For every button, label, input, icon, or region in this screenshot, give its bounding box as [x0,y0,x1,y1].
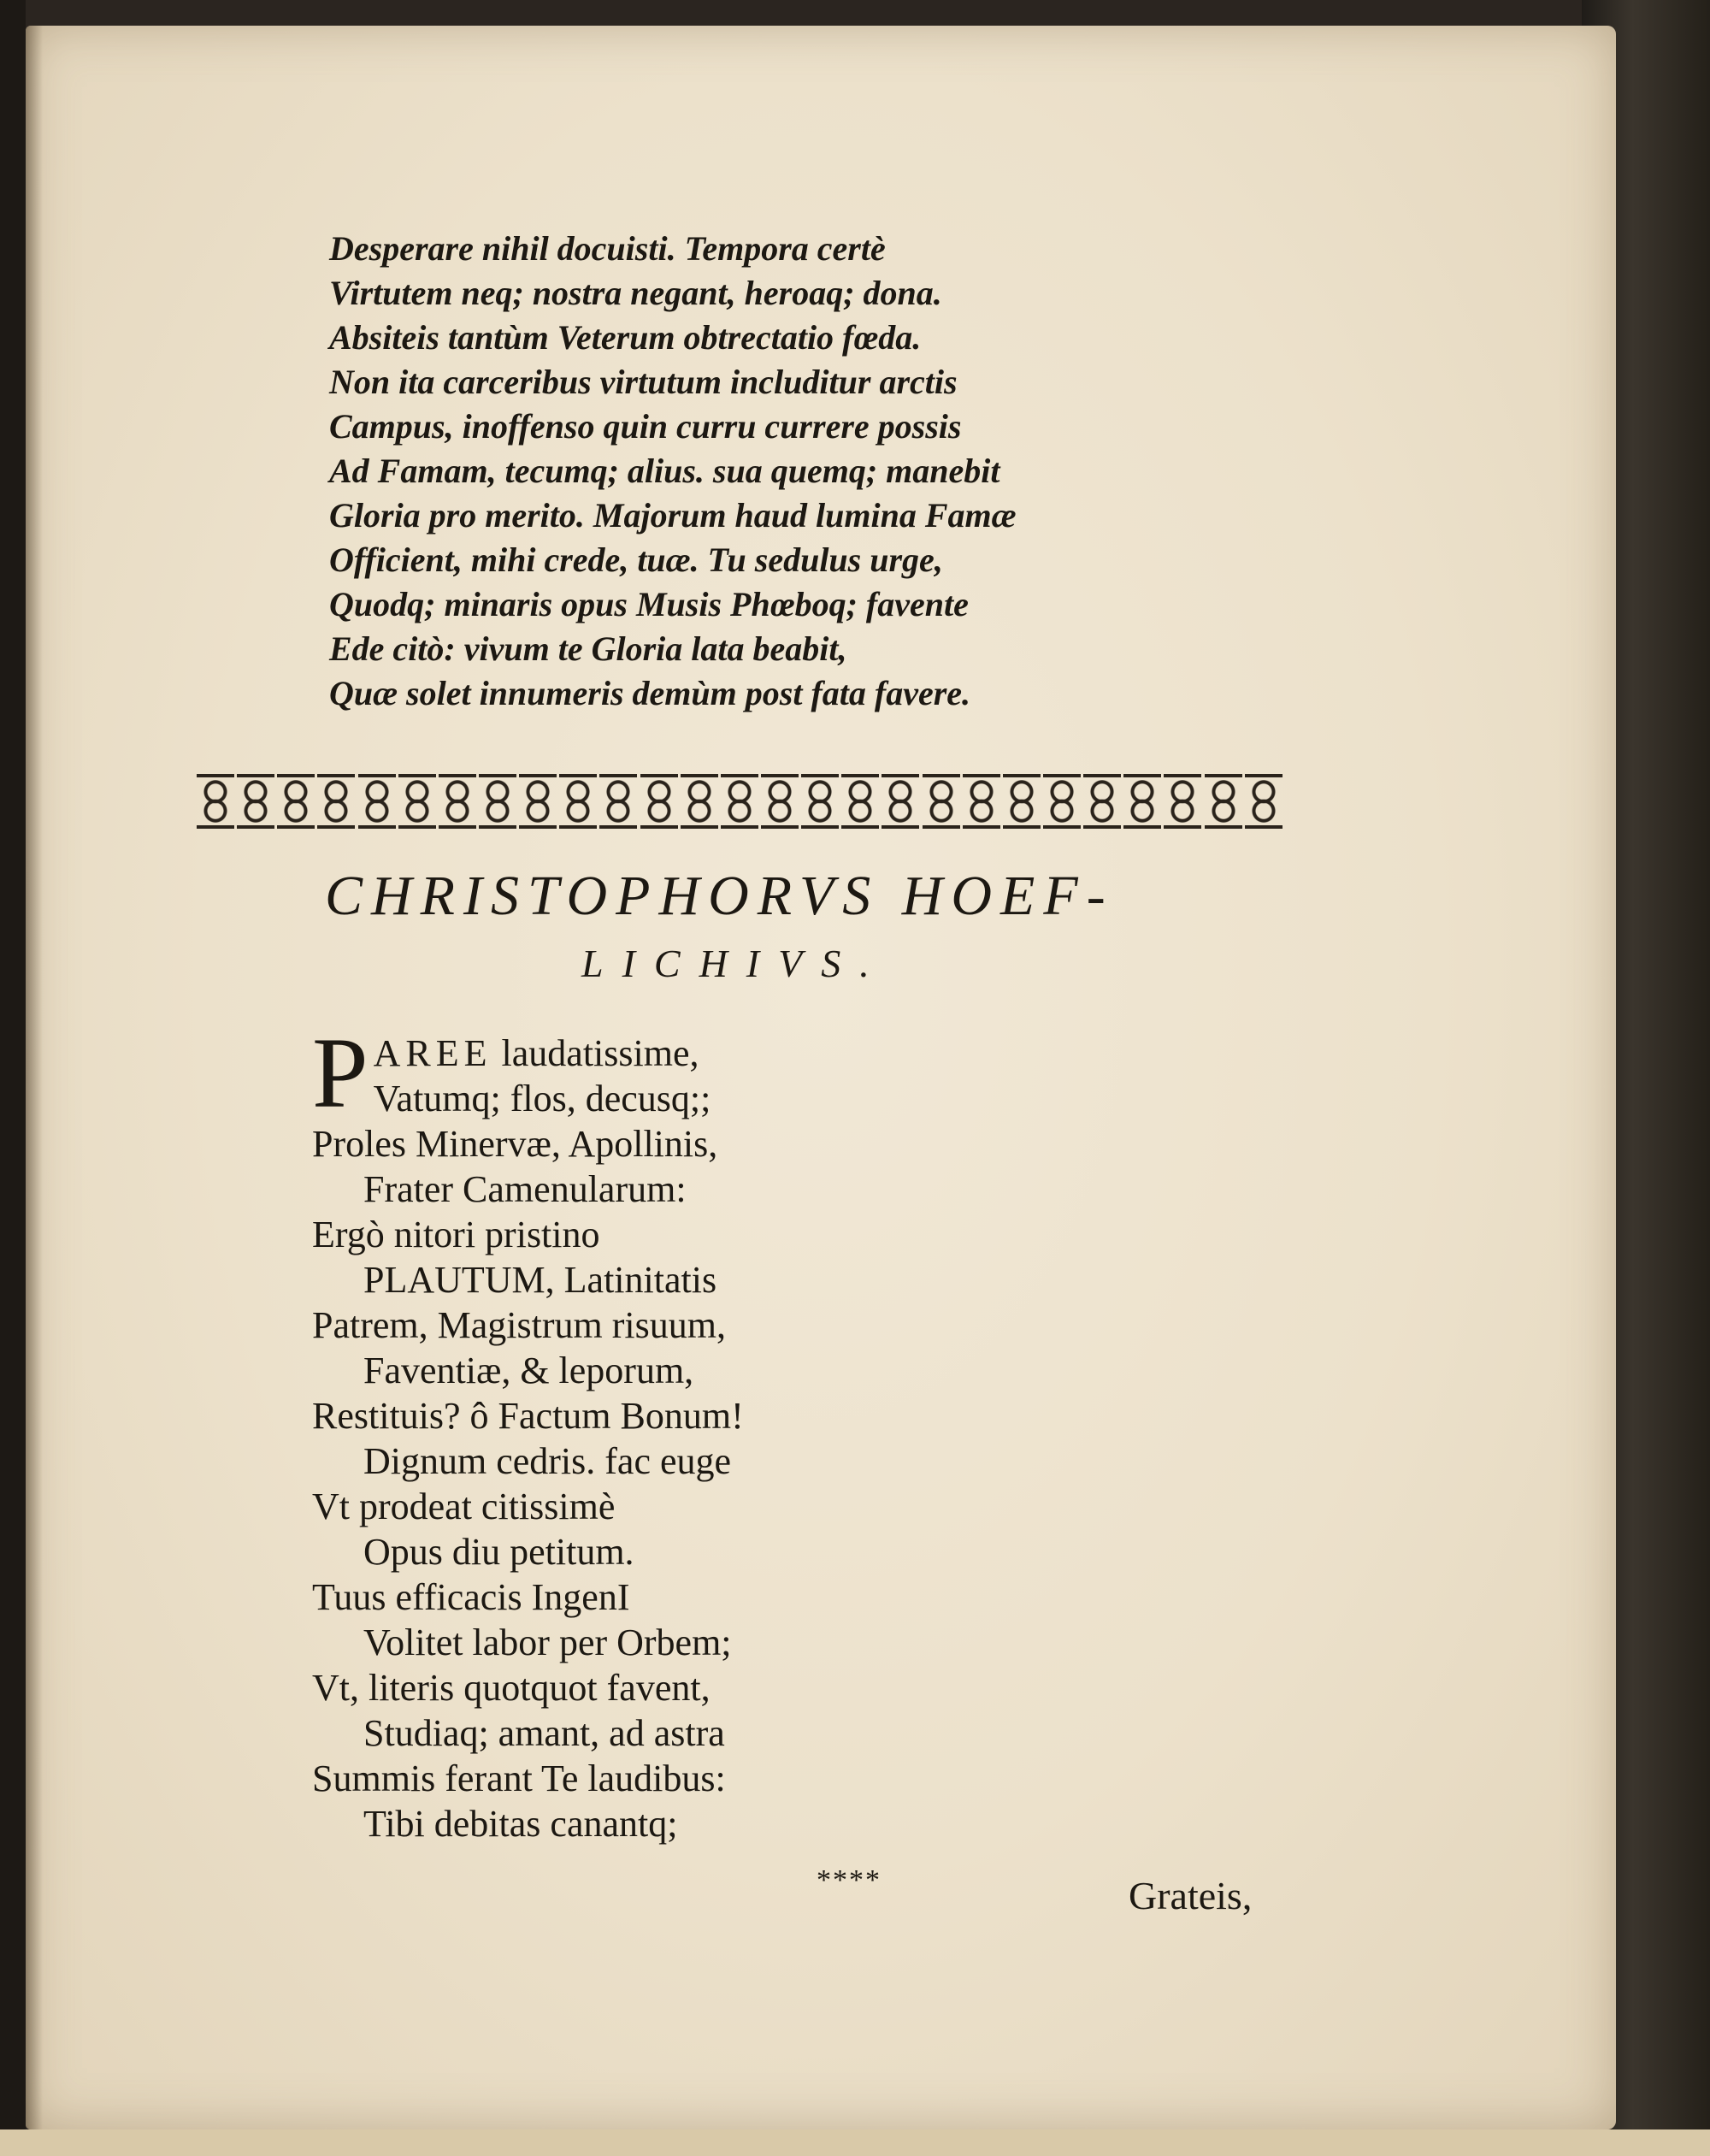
ornament-knot [398,774,436,829]
ornament-knot [519,774,557,829]
ornament-knot [1043,774,1081,829]
page-bottom-edge [0,2129,1710,2156]
italic-poem-line: Gloria pro merito. Majorum haud lumina Famæ [329,496,1017,535]
roman-poem-line: Tuus efficacis IngenI [312,1576,630,1618]
roman-poem-line: Vt prodeat citissimè [312,1486,616,1527]
ornament-knot [277,774,315,829]
roman-poem-line: Restituis? ô Factum Bonum! [312,1395,744,1437]
roman-poem-line: Patrem, Magistrum risuum, [312,1304,726,1346]
ornament-knot [923,774,960,829]
roman-poem-line: Proles Minervæ, Apollinis, [312,1123,718,1165]
italic-poem-line: Quæ solet innumeris demùm post fata favere. [329,674,971,712]
roman-poem-lines [312,1076,962,1846]
book-spine-edge [0,0,26,2156]
ornament-knot [197,774,234,829]
catchword: Grateis, [1129,1874,1253,1917]
ornament-knot [358,774,396,829]
section-heading: CHRISTOPHORVS HOEF- [325,865,1114,927]
italic-poem-line: Campus, inoffenso quin curru currere possis [329,407,962,446]
ornament-knot [559,774,597,829]
ornament-knot [1083,774,1121,829]
ornament-knot [721,774,758,829]
small-caps-word: AREE [373,1032,492,1074]
italic-poem-line: Desperare nihil docuisti. Tempora certè [329,229,886,268]
italic-poem-line: Virtutem neq; nostra negant, heroaq; dona. [329,274,942,312]
italic-poem-line: Non ita carceribus virtutum includitur arctis [329,363,958,401]
ornament-knot [599,774,637,829]
roman-poem-line: Vt, literis quotquot favent, [312,1667,711,1709]
decorative-ornament-band [197,774,1282,829]
roman-poem-line: Faventiæ, & leporum, [363,1350,694,1391]
italic-poem-line: Quodq; minaris opus Musis Phœboq; favente [329,585,969,623]
ornament-knot [1205,774,1242,829]
ornament-knot [237,774,274,829]
section-heading-continuation: LICHIVS. [581,942,888,985]
roman-poem-line: Dignum cedris. fac euge [363,1440,732,1482]
page-gutter-shadow [26,26,43,2129]
ornament-knot [479,774,516,829]
ornament-knot [439,774,476,829]
italic-poem-line: Ad Famam, tecumq; alius. sua quemq; manebit [329,452,1000,490]
roman-poem-line: Studiaq; amant, ad astra [363,1712,725,1754]
ornament-knot [681,774,718,829]
roman-poem-line: PLAUTUM, Latinitatis [363,1259,717,1301]
ornament-knot [1003,774,1041,829]
ornament-knot [1123,774,1161,829]
italic-poem [329,227,1082,716]
roman-poem-line: Ergò nitori pristino [312,1214,600,1255]
first-line-text: laudatissime, [492,1032,699,1074]
roman-poem [312,1017,962,1846]
roman-poem-line: Volitet labor per Orbem; [363,1621,732,1663]
ornament-knot [882,774,919,829]
italic-poem-line: Officient, mihi crede, tuæ. Tu sedulus urge, [329,540,943,579]
roman-poem-line: Opus diu petitum. [363,1531,634,1573]
roman-poem-line: Tibi debitas canantq; [363,1803,678,1845]
ornament-knot [761,774,799,829]
signature-mark: **** [817,1864,882,1896]
ornament-knot [801,774,839,829]
ornament-knot [1164,774,1201,829]
drop-cap: P [312,1017,369,1129]
roman-poem-line: Vatumq; flos, decusq;; [373,1078,711,1119]
ornament-knot [841,774,879,829]
ornament-knot [1245,774,1282,829]
ornament-knot [963,774,1000,829]
ornament-knot [640,774,678,829]
italic-poem-line: Ede citò: vivum te Gloria lata beabit, [329,629,847,668]
roman-poem-line: Summis ferant Te laudibus: [312,1757,726,1799]
roman-poem-line: Frater Camenularum: [363,1168,687,1210]
italic-poem-line: Absiteis tantùm Veterum obtrectatio fœda. [329,318,922,357]
ornament-knot [317,774,355,829]
